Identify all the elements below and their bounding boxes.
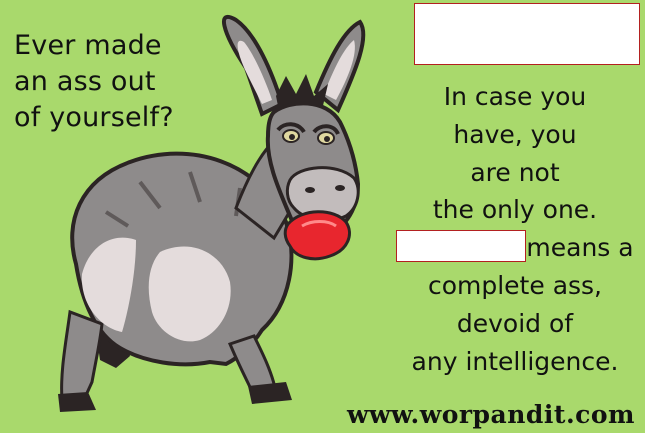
body-line-5-suffix: means a xyxy=(526,233,634,263)
body-line-4: the only one. xyxy=(432,195,598,225)
body-line-8: any intelligence. xyxy=(411,346,619,376)
donkey-left-leg xyxy=(62,312,102,404)
donkey-right-pupil xyxy=(324,136,330,142)
body-line-3: are not xyxy=(470,157,560,187)
website-link[interactable]: www.worpandit.com xyxy=(346,400,635,429)
body-line-7: devoid of xyxy=(456,308,574,338)
donkey-illustration xyxy=(40,12,370,422)
body-line-1: In case you xyxy=(443,82,587,111)
headline-line-3: of yourself? xyxy=(14,102,174,133)
body-line-5 xyxy=(388,229,642,267)
donkey-right-nostril xyxy=(335,185,345,191)
body-line-2: have, you xyxy=(453,119,577,149)
headline-line-1: Ever made xyxy=(14,30,162,61)
body-line-6: complete ass, xyxy=(427,270,603,300)
donkey-lips xyxy=(285,212,349,259)
donkey-left-pupil xyxy=(289,134,295,140)
word-blank-box xyxy=(396,230,526,262)
headline-line-2: an ass out xyxy=(14,66,156,97)
donkey-left-nostril xyxy=(305,187,315,193)
donkey-left-hoof xyxy=(58,392,96,412)
body-text xyxy=(388,78,642,380)
answer-blank-box xyxy=(414,3,640,65)
